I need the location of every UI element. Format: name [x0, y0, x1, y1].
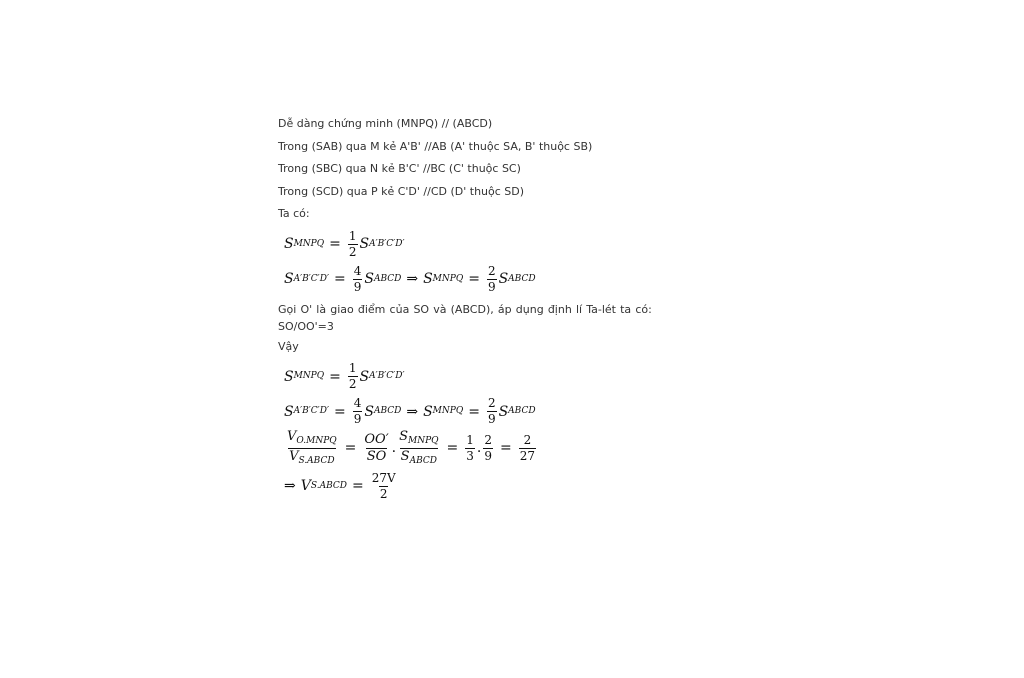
fraction-area-ratio: $\frac{S_{MNPQ}}{S_{ABCD}}$ [399, 429, 439, 466]
fraction-one-third: $\frac{1}{3}$ [466, 432, 474, 463]
symbol-s: S [364, 271, 374, 287]
symbol-s: S [498, 403, 509, 420]
symbol-v: V [300, 478, 311, 494]
fraction-two-ninths: $\frac{2}{9}$ [484, 432, 493, 463]
equals-sign: = [446, 440, 459, 456]
subscript-abcd: ABCD [508, 273, 536, 284]
subscript-mnpq: MNPQ [293, 371, 325, 381]
equals-sign: = [351, 478, 364, 494]
symbol-s: S [423, 403, 433, 420]
implies-arrow: ⇒ [284, 478, 296, 494]
equals-sign: = [500, 440, 512, 456]
symbol-s: S [498, 271, 509, 287]
fraction-two-over-twentyseven: $\frac{2}{27}$ [519, 432, 536, 463]
equals-sign: = [333, 271, 346, 287]
subscript-mnpq: MNPQ [432, 406, 464, 416]
subscript-abcd: ABCD [508, 406, 536, 416]
symbol-s: S [364, 403, 374, 420]
subscript-apbpcpdp: A′B′C′D′ [293, 273, 329, 284]
fraction-four-ninths: $\frac{4}{9}$ [353, 263, 362, 294]
equals-sign: = [329, 368, 341, 385]
symbol-s: S [359, 236, 370, 252]
dot-operator: . [476, 440, 482, 456]
text-line-vay: Vậy [278, 339, 299, 353]
subscript-mnpq: MNPQ [293, 238, 325, 249]
paragraph-goi-o [278, 301, 652, 335]
subscript-apbpcpdp: A′B′C′D′ [369, 238, 405, 249]
subscript-mnpq: MNPQ [432, 273, 464, 284]
implies-arrow: ⇒ [406, 403, 419, 420]
paragraph-line-1: Gọi O' là giao điểm của SO và (ABCD), áp dụng định lí Ta-lét ta có: [278, 302, 652, 316]
fraction-volume-ratio: $\frac{V_{O.MNPQ}}{V_{S.ABCD}}$ [287, 429, 337, 466]
fraction-two-ninths: $\frac{2}{9}$ [487, 263, 496, 294]
fraction-27v-over-2: $\frac{27V}{2}$ [371, 470, 396, 501]
implies-arrow: ⇒ [406, 271, 419, 287]
equation-smnpq-half [284, 227, 652, 262]
fraction-oop-over-so: $\frac{OO'}{SO}$ [364, 431, 389, 464]
fraction-four-ninths: $\frac{4}{9}$ [353, 396, 362, 426]
paragraph-line-2: SO/OO'=3 [278, 319, 334, 333]
text-line-4: Trong (SCD) qua P kẻ C'D' //CD (D' thuộc SD) [278, 184, 525, 198]
dot-operator: . [391, 440, 397, 456]
text-line-2: Trong (SAB) qua M kẻ A'B' //AB (A' thuộc SA, B' thuộc SB) [278, 139, 593, 153]
symbol-s: S [359, 368, 370, 385]
equals-sign: = [333, 403, 346, 420]
subscript-apbpcpdp: A′B′C′D′ [369, 371, 405, 381]
equals-sign: = [468, 403, 480, 420]
equals-sign: = [468, 271, 480, 287]
text-line-3: Trong (SBC) qua N kẻ B'C' //BC (C' thuộc SC) [278, 162, 521, 175]
equation-volume-ratio [284, 429, 652, 467]
symbol-s: S [284, 368, 294, 385]
equals-sign: = [344, 440, 357, 456]
text-line-1: Dễ dàng chứng minh (MNPQ) // (ABCD) [278, 117, 493, 130]
subscript-abcd: ABCD [373, 406, 402, 416]
symbol-s: S [284, 236, 294, 252]
solution-content [278, 114, 652, 505]
subscript-sabcd: S.ABCD [310, 480, 347, 491]
equation-sapbpcpdp-ratio [284, 262, 652, 297]
fraction-two-ninths: $\frac{2}{9}$ [487, 396, 496, 426]
text-line-ta-co: Ta có: [278, 207, 310, 220]
equation-smnpq-half-repeat [284, 359, 652, 394]
symbol-s: S [284, 403, 294, 420]
equation-sapbpcpdp-ratio-repeat [284, 394, 652, 429]
fraction-one-half: $\frac{1}{2}$ [348, 361, 357, 391]
subscript-apbpcpdp: A′B′C′D′ [293, 406, 329, 416]
symbol-s: S [284, 271, 294, 287]
fraction-one-half: $\frac{1}{2}$ [348, 228, 357, 259]
equation-result [284, 467, 652, 505]
equals-sign: = [329, 236, 341, 252]
symbol-s: S [423, 271, 433, 287]
subscript-abcd: ABCD [373, 273, 402, 284]
